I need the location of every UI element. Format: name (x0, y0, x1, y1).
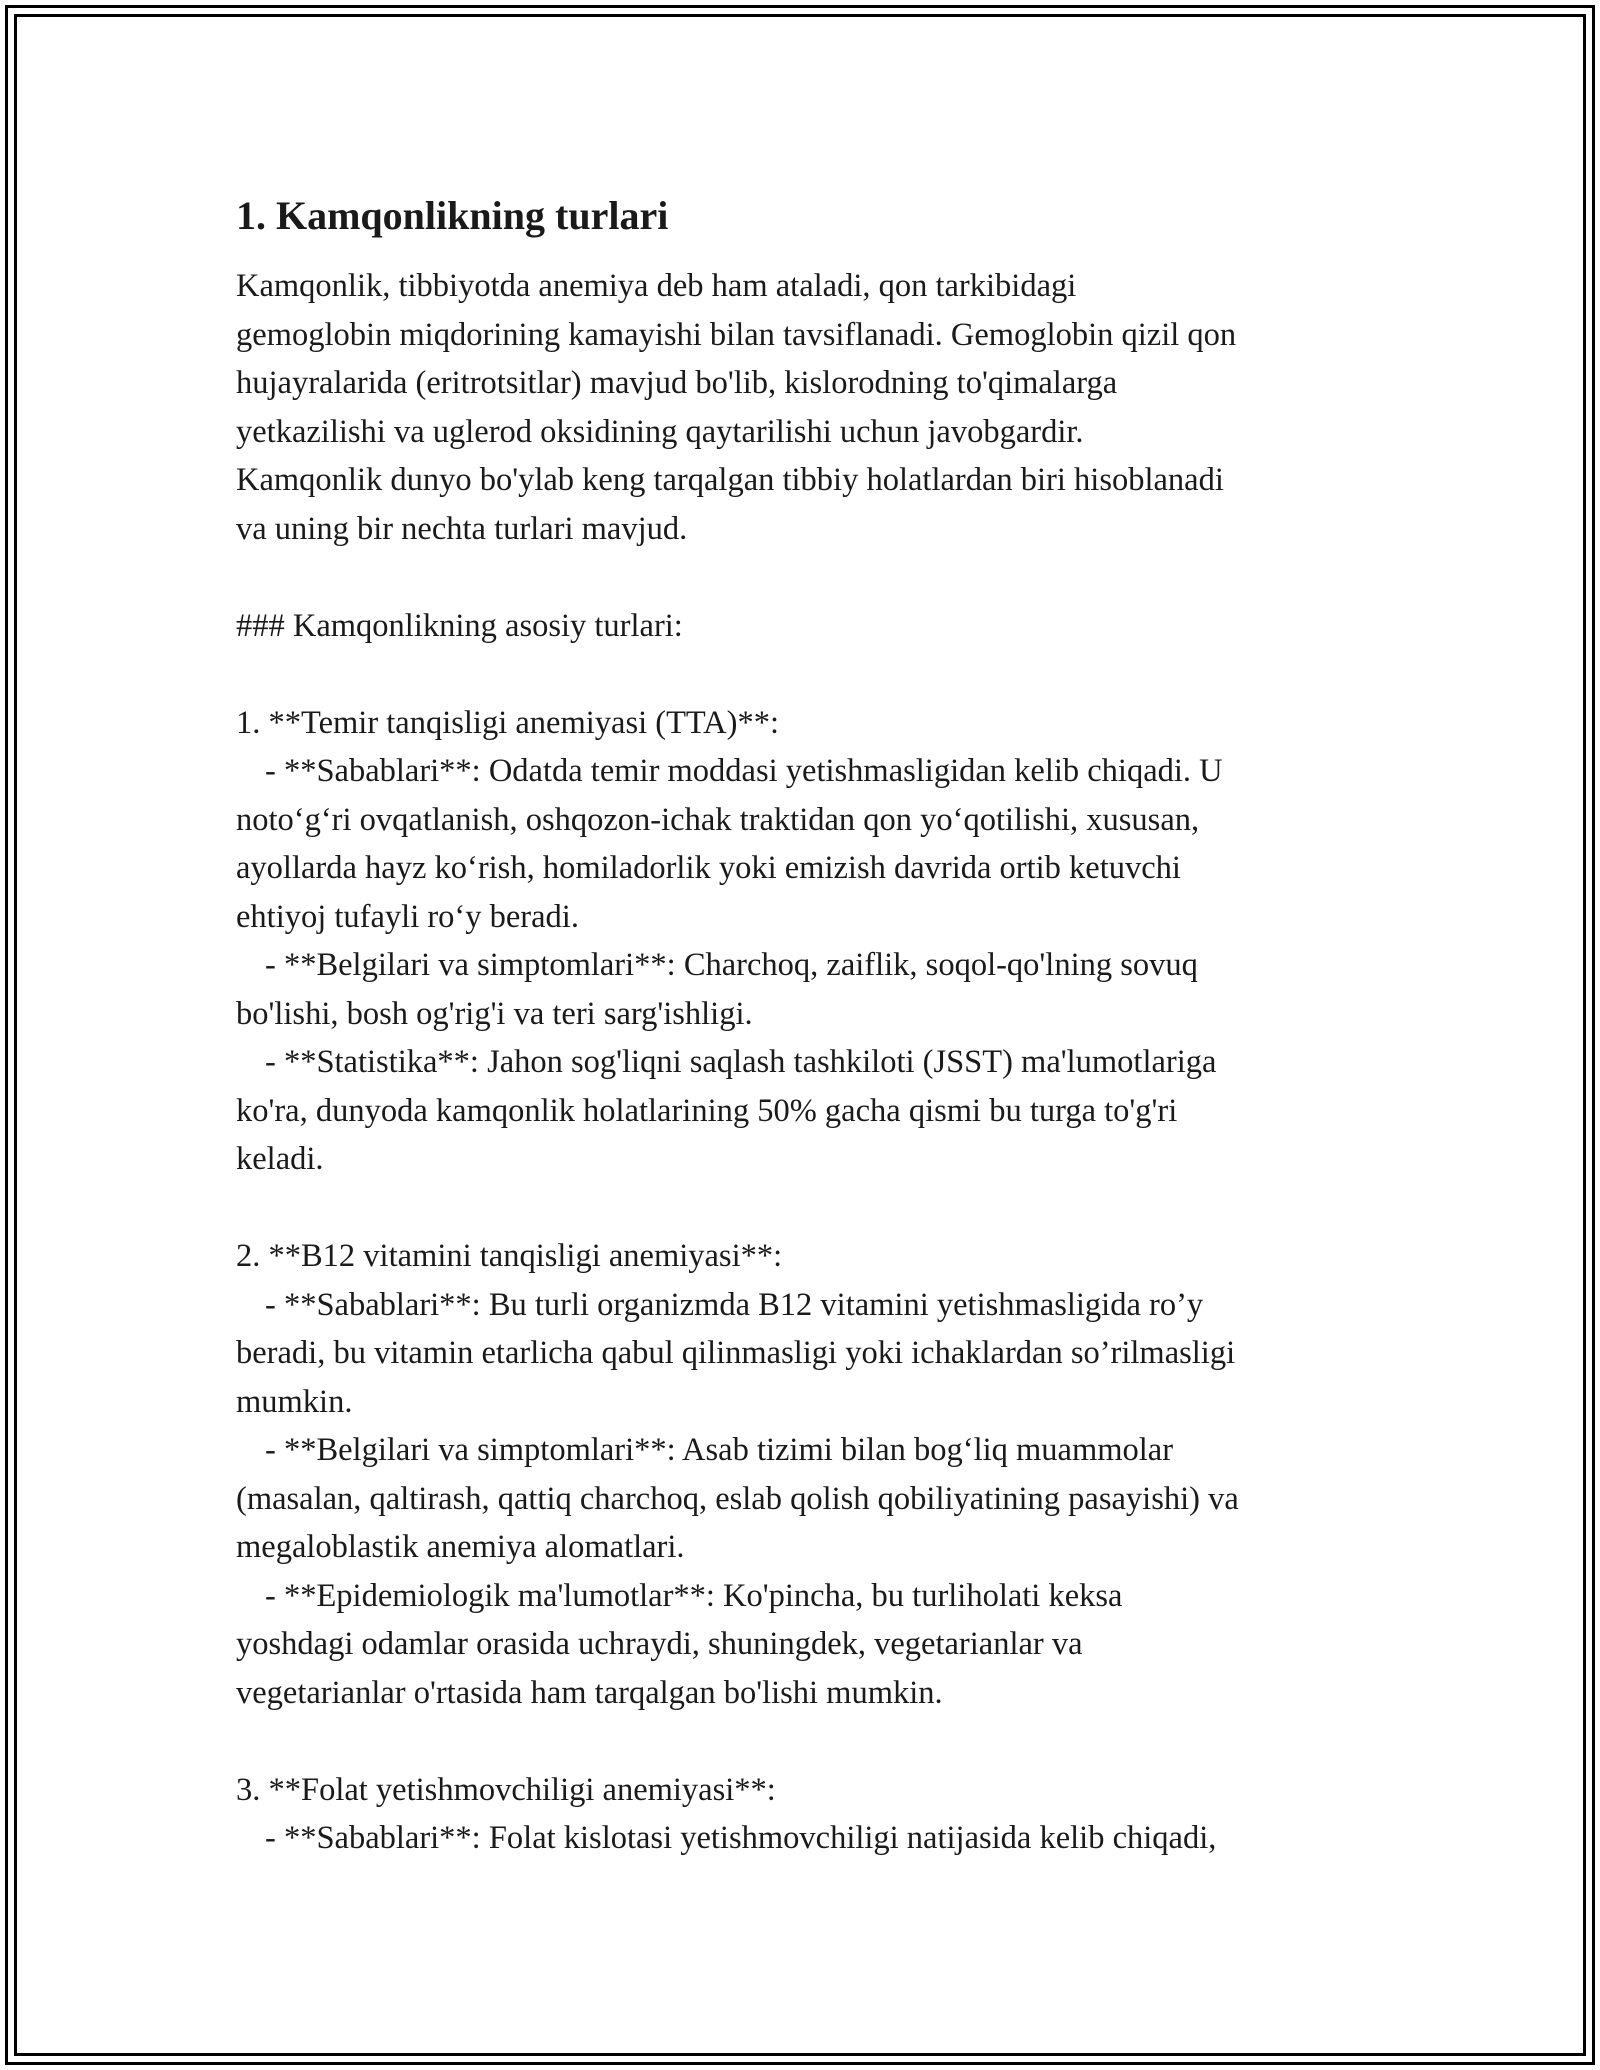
text-line: mumkin. (236, 1383, 353, 1420)
section-2 (236, 1232, 1376, 1717)
bullet-line: - **Statistika**: Jahon sog'liqni saqlash tashkiloti (JSST) ma'lumotlariga (265, 1044, 1217, 1080)
document-body (236, 190, 1376, 1863)
section-title: 1. **Temir tanqisligi anemiyasi (TTA)**: (236, 704, 779, 741)
bullet-line: - **Epidemiologik ma'lumotlar**: Ko'pincha, bu turliholati keksa (265, 1577, 1123, 1614)
text-line: beradi, bu vitamin etarlicha qabul qilinmasligi yoki ichaklardan so’rilmasligi (236, 1335, 1236, 1371)
text-line: bo'lishi, bosh og'rig'i va teri sarg'ishligi. (236, 995, 753, 1032)
text-line: gemoglobin miqdorining kamayishi bilan tavsiflanadi. Gemoglobin qizil qon (236, 316, 1237, 353)
section-1 (236, 699, 1376, 1184)
text-line: Kamqonlik, tibbiyotda anemiya deb ham ataladi, qon tarkibidagi (236, 268, 1077, 304)
bullet-line: - **Belgilari va simptomlari**: Asab tizimi bilan bog‘liq muammolar (265, 1432, 1174, 1468)
text-line: noto‘g‘ri ovqatlanish, oshqozon-ichak traktidan qon yo‘qotilishi, xususan, (236, 801, 1200, 838)
blank-line (236, 1717, 1376, 1766)
blank-line (236, 650, 1376, 699)
bullet-line: - **Sabablari**: Folat kislotasi yetishmovchiligi natijasida kelib chiqadi, (265, 1820, 1217, 1856)
blank-line (236, 553, 1376, 602)
text-line: hujayralarida (eritrotsitlar) mavjud bo'lib, kislorodning to'qimalarga (236, 365, 1118, 401)
section-title: 2. **B12 vitamini tanqisligi anemiyasi**: (236, 1238, 783, 1274)
text-line: keladi. (236, 1141, 324, 1177)
bullet-line: - **Sabablari**: Bu turli organizmda B12 vitamini yetishmasligida ro’y (265, 1286, 1204, 1323)
section-title: 3. **Folat yetishmovchiligi anemiyasi**: (236, 1771, 776, 1808)
text-line: ehtiyoj tufayli ro‘y beradi. (236, 898, 579, 935)
text-line: ko'ra, dunyoda kamqonlik holatlarining 50% gacha qismi bu turga to'g'ri (236, 1092, 1178, 1129)
bullet-line: - **Belgilari va simptomlari**: Charchoq, zaiflik, soqol-qo'lning sovuq (265, 947, 1198, 983)
text-line: (masalan, qaltirash, qattiq charchoq, eslab qolish qobiliyatining pasayishi) va (236, 1480, 1239, 1517)
section-3 (236, 1766, 1376, 1863)
subheading: ### Kamqonlikning asosiy turlari: (236, 607, 683, 644)
text-line: ayollarda hayz ko‘rish, homiladorlik yoki emizish davrida ortib ketuvchi (236, 850, 1181, 886)
intro-paragraph (236, 262, 1376, 553)
text-line: vegetarianlar o'rtasida ham tarqalgan bo'lishi mumkin. (236, 1674, 943, 1711)
text-line: va uning bir nechta turlari mavjud. (236, 510, 688, 547)
bullet-line: - **Sabablari**: Odatda temir moddasi yetishmasligidan kelib chiqadi. U (265, 753, 1223, 789)
page-title: 1. Kamqonlikning turlari (236, 193, 669, 238)
blank-line (236, 1184, 1376, 1233)
text-line: megaloblastik anemiya alomatlari. (236, 1529, 685, 1565)
text-line: yoshdagi odamlar orasida uchraydi, shuningdek, vegetarianlar va (236, 1626, 1083, 1662)
text-line: Kamqonlik dunyo bo'ylab keng tarqalgan tibbiy holatlardan biri hisoblanadi (236, 462, 1224, 498)
text-line: yetkazilishi va uglerod oksidining qaytarilishi uchun javobgardir. (236, 413, 1084, 450)
